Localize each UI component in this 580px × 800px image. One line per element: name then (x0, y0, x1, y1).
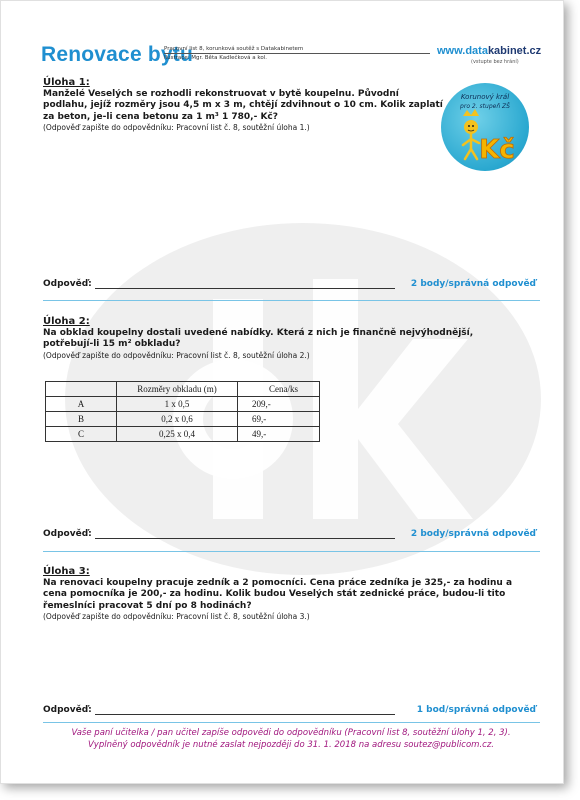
task-1-note: (Odpověď zapište do odpovědníku: Pracovní list č. 8, soutěžní úloha 1.) (43, 123, 310, 132)
korunovy-kral-badge (441, 83, 529, 171)
badge-line2: pro 2. stupeň ZŠ (460, 103, 510, 110)
table-header-cell: Cena/ks (238, 382, 320, 397)
header-info-line1: Pracovní list 8, korunková soutěž s Datakabinetem (164, 46, 304, 52)
footer-line1: Vaše paní učitelka / pan učitel zapíše odpovědi do odpovědníku (Pracovní list 8, soutěžní úlohy 1, 2, 3). (71, 728, 511, 738)
answer-label: Odpověď: (43, 529, 92, 539)
task-1-text: Manželé Veselých se rozhodli rekonstruovat v bytě koupelnu. Původní podlahu, jejíž rozměry jsou 4,5 m x 3 m, chtějí zdvihnout o 10 cm. Kolik zaplatí za beton, je-li cena betonu za 1 m³ 1 780,- Kč? (43, 88, 443, 122)
task-3-note: (Odpověď zapište do odpovědníku: Pracovní list č. 8, soutěžní úloha 3.) (43, 612, 310, 621)
section-divider (43, 722, 540, 723)
king-head-icon (464, 120, 478, 134)
header-info (164, 45, 303, 63)
offer-dimensions: 0,25 x 0,4 (117, 427, 238, 442)
answer-line[interactable] (95, 714, 395, 715)
task-1 (43, 77, 443, 133)
site-prefix: www.data (437, 45, 488, 57)
answer-label: Odpověď: (43, 279, 92, 289)
table-header-row (46, 382, 320, 397)
answer-line[interactable] (95, 288, 395, 289)
site-tagline: (vstupte bez hrání) (471, 59, 519, 65)
badge-logo: Kč (479, 135, 515, 165)
offer-price: 49,- (238, 427, 320, 442)
answer-label: Odpověď: (43, 705, 92, 715)
offer-label: C (46, 427, 117, 442)
footer-line2: Vyplněný odpovědník je nutné zaslat nejpozději do 31. 1. 2018 na adresu soutez@publicom.cz. (87, 739, 494, 750)
table-row (46, 427, 320, 442)
table-header-cell: Rozměry obkladu (m) (117, 382, 238, 397)
task-2-text: Na obklad koupelny dostali uvedené nabídky. Která z nich je finančně nejvýhodnější, potřebují-li 15 m² obkladu? (43, 327, 474, 349)
points-label: 1 bod/správná odpověď (416, 705, 536, 715)
task-3 (43, 566, 535, 622)
offer-dimensions: 1 x 0,5 (117, 397, 238, 412)
crown-icon (463, 109, 479, 116)
offer-price: 209,- (238, 397, 320, 412)
offer-price: 69,- (238, 412, 320, 427)
table-header-cell (46, 382, 117, 397)
section-divider (43, 300, 540, 301)
table-row (46, 397, 320, 412)
badge-artwork (441, 83, 529, 171)
task-1-heading: Úloha 1: (43, 77, 90, 88)
offer-label: B (46, 412, 117, 427)
section-divider (43, 551, 540, 552)
table-row (46, 412, 320, 427)
offer-dimensions: 0,2 x 0,6 (117, 412, 238, 427)
task-2-heading: Úloha 2: (43, 316, 90, 327)
badge-line1: Korunový král (460, 93, 510, 101)
task-2 (43, 316, 513, 361)
task-2-note: (Odpověď zapište do odpovědníku: Pracovní list č. 8, soutěžní úloha 2.) (43, 350, 310, 360)
offer-label: A (46, 397, 117, 412)
offers-table (45, 381, 320, 442)
points-label: 2 body/správná odpověď (410, 529, 536, 539)
answer-line[interactable] (95, 538, 395, 539)
page-title: Renovace bytu (41, 43, 193, 66)
website-link[interactable] (437, 45, 541, 57)
site-suffix: kabinet.cz (487, 45, 542, 57)
points-label: 2 body/správná odpověď (410, 279, 536, 289)
footer-instructions (41, 728, 541, 751)
task-3-heading: Úloha 3: (43, 566, 90, 577)
header-rule (164, 53, 430, 54)
task-3-text: Na renovaci koupelny pracuje zedník a 2 pomocníci. Cena práce zedníka je 325,- za hodinu a cena pomocníka je 200,- za hodinu. Kolik budou Veselých stát zednické práce, budou-li tito řemeslníci pracovat 5 dní po 8 hodinách? (43, 577, 513, 611)
header-info-line2: Ilustrace: Mgr. Běta Kadlečková a kol. (164, 55, 268, 61)
